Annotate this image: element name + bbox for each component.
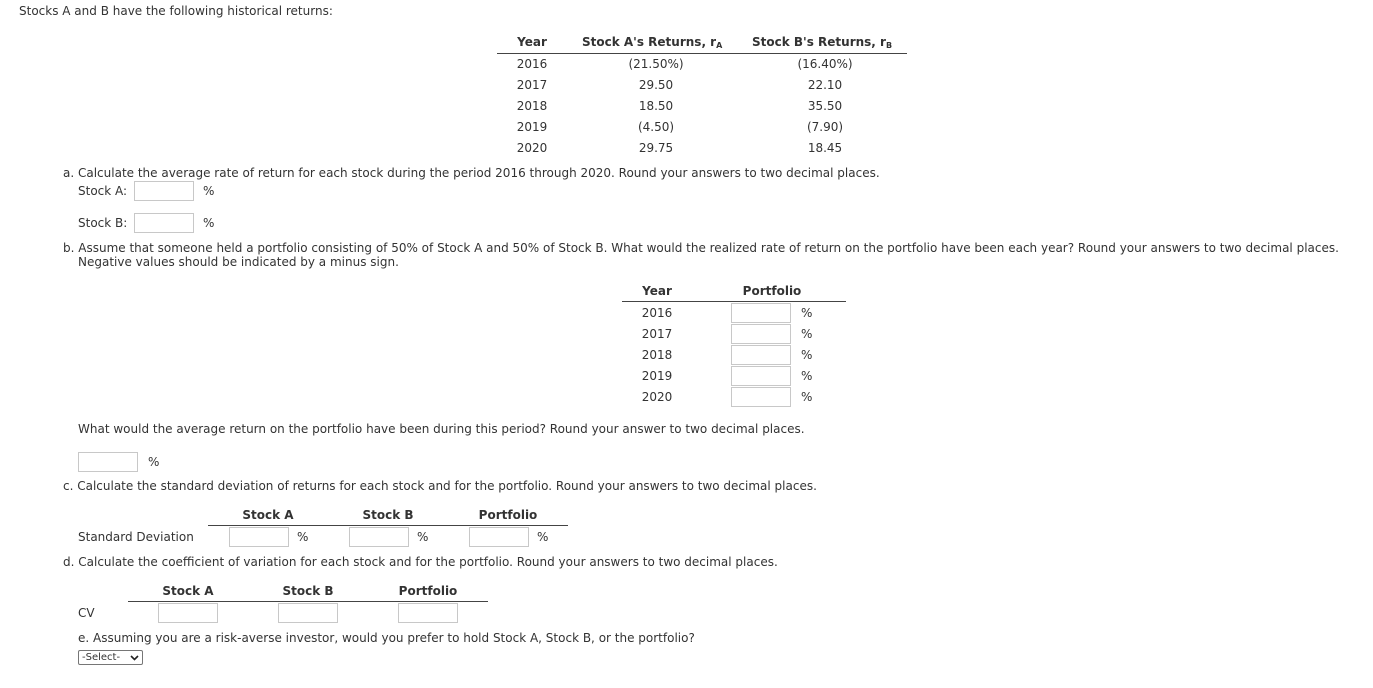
- cv-stock-b-input[interactable]: [278, 603, 338, 623]
- percent-unit: %: [801, 348, 813, 362]
- part-b-question-note: Negative values should be indicated by a minus sign.: [78, 255, 399, 269]
- portfolio-year: 2017: [641, 327, 673, 341]
- percent-unit: %: [801, 306, 813, 320]
- part-c-question: c. Calculate the standard deviation of returns for each stock and for the portfolio. Round your answers to two decimal places.: [63, 479, 817, 493]
- portfolio-year: 2020: [641, 390, 673, 404]
- percent-unit: %: [801, 327, 813, 341]
- portfolio-header-rule: [622, 301, 846, 302]
- returns-year: 2020: [516, 141, 548, 155]
- portfolio-return-input[interactable]: [731, 387, 791, 407]
- percent-unit: %: [203, 184, 215, 198]
- portfolio-avg-input[interactable]: [78, 452, 138, 472]
- sd-header-stock-b: Stock B: [362, 508, 414, 522]
- portfolio-return-input[interactable]: [731, 303, 791, 323]
- percent-unit: %: [537, 530, 549, 544]
- returns-header-stock-b: Stock B's Returns, rB: [752, 35, 893, 50]
- returns-stock-b: (16.40%): [797, 57, 853, 71]
- cv-header-stock-a: Stock A: [162, 584, 214, 598]
- sd-portfolio-input[interactable]: [469, 527, 529, 547]
- sd-row-label: Standard Deviation: [78, 530, 194, 544]
- preference-select[interactable]: [78, 650, 143, 665]
- portfolio-header-portfolio: Portfolio: [742, 284, 802, 298]
- percent-unit: %: [417, 530, 429, 544]
- percent-unit: %: [148, 455, 160, 469]
- cv-header-rule: [128, 601, 488, 602]
- sd-header-stock-a: Stock A: [242, 508, 294, 522]
- portfolio-return-input[interactable]: [731, 345, 791, 365]
- cv-portfolio-input[interactable]: [398, 603, 458, 623]
- returns-stock-b: 18.45: [807, 141, 843, 155]
- percent-unit: %: [801, 369, 813, 383]
- returns-year: 2018: [516, 99, 548, 113]
- sd-header-rule: [208, 525, 568, 526]
- stock-b-avg-input[interactable]: [134, 213, 194, 233]
- returns-year: 2016: [516, 57, 548, 71]
- portfolio-year: 2018: [641, 348, 673, 362]
- returns-stock-a: (4.50): [637, 120, 675, 134]
- part-e-question: e. Assuming you are a risk-averse investor, would you prefer to hold Stock A, Stock B, or the portfolio?: [78, 631, 695, 645]
- cv-header-portfolio: Portfolio: [398, 584, 458, 598]
- intro-text: Stocks A and B have the following historical returns:: [19, 4, 333, 18]
- portfolio-avg-question: What would the average return on the portfolio have been during this period? Round your answer to two decimal places.: [78, 422, 805, 436]
- portfolio-year: 2016: [641, 306, 673, 320]
- returns-stock-a: 29.50: [638, 78, 674, 92]
- returns-header-year: Year: [517, 35, 547, 49]
- part-a-question: a. Calculate the average rate of return for each stock during the period 2016 through 2020. Round your answers to two decimal places.: [63, 166, 880, 180]
- returns-stock-a: 29.75: [638, 141, 674, 155]
- sd-stock-a-input[interactable]: [229, 527, 289, 547]
- sd-header-portfolio: Portfolio: [478, 508, 538, 522]
- portfolio-year: 2019: [641, 369, 673, 383]
- preference-select-value: -Select-: [82, 652, 121, 663]
- returns-header-rule: [497, 53, 907, 54]
- cv-row-label: CV: [78, 606, 95, 620]
- stock-a-avg-label: Stock A:: [78, 184, 128, 198]
- returns-year: 2019: [516, 120, 548, 134]
- returns-stock-a: (21.50%): [628, 57, 684, 71]
- cv-stock-a-input[interactable]: [158, 603, 218, 623]
- percent-unit: %: [801, 390, 813, 404]
- returns-stock-b: 22.10: [807, 78, 843, 92]
- chevron-down-icon: [130, 651, 139, 669]
- stock-b-avg-label: Stock B:: [78, 216, 128, 230]
- returns-year: 2017: [516, 78, 548, 92]
- part-d-question: d. Calculate the coefficient of variation for each stock and for the portfolio. Round your answers to two decimal places.: [63, 555, 778, 569]
- part-b-question: b. Assume that someone held a portfolio consisting of 50% of Stock A and 50% of Stock B. What would the realized rate of return on the portfolio have been each year? Round your answers to two decimal places.: [63, 241, 1339, 255]
- percent-unit: %: [297, 530, 309, 544]
- returns-stock-b: 35.50: [807, 99, 843, 113]
- returns-stock-a: 18.50: [638, 99, 674, 113]
- percent-unit: %: [203, 216, 215, 230]
- returns-header-stock-a: Stock A's Returns, rA: [582, 35, 723, 50]
- returns-stock-b: (7.90): [806, 120, 844, 134]
- portfolio-return-input[interactable]: [731, 324, 791, 344]
- cv-header-stock-b: Stock B: [282, 584, 334, 598]
- portfolio-header-year: Year: [642, 284, 672, 298]
- sd-stock-b-input[interactable]: [349, 527, 409, 547]
- stock-a-avg-input[interactable]: [134, 181, 194, 201]
- portfolio-return-input[interactable]: [731, 366, 791, 386]
